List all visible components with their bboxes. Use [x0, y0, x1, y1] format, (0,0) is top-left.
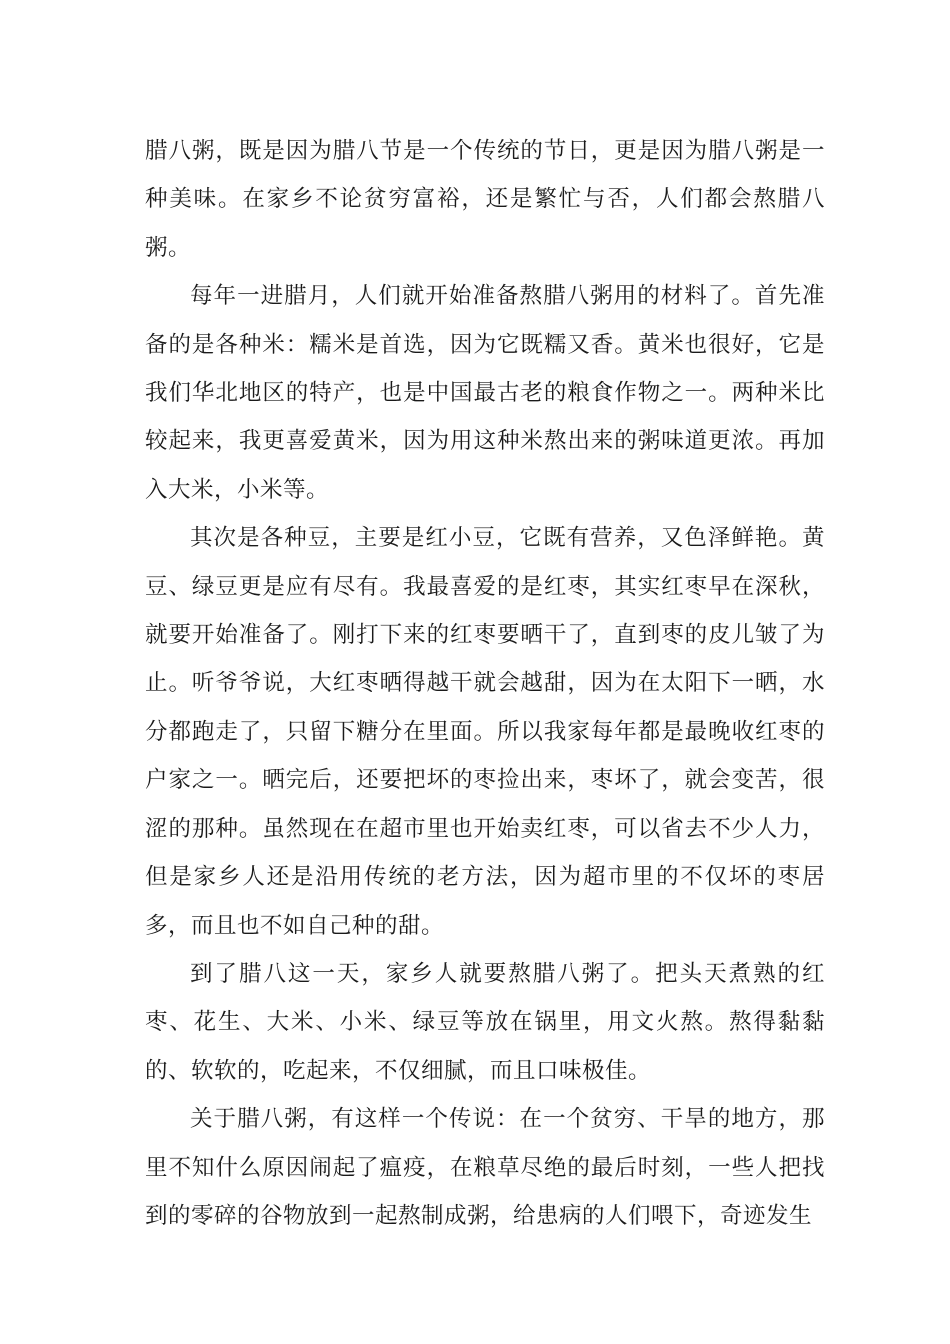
paragraph-4: 到了腊八这一天，家乡人就要熬腊八粥了。把头天煮熟的红枣、花生、大米、小米、绿豆等放在锅里，用文火熬。熬得黏黏的、软软的，吃起来，不仅细腻，而且口味极佳。 — [145, 960, 825, 1084]
paragraph-1: 腊八粥，既是因为腊八节是一个传统的节日，更是因为腊八粥是一种美味。在家乡不论贫穷富裕，还是繁忙与否，人们都会熬腊八粥。 — [145, 138, 825, 261]
paragraph-3: 其次是各种豆，主要是红小豆，它既有营养，又色泽鲜艳。黄豆、绿豆更是应有尽有。我最喜爱的是红枣，其实红枣早在深秋，就要开始准备了。刚打下来的红枣要晒干了，直到枣的皮儿皱了为止。听爷爷说，大红枣晒得越干就会越甜，因为在太阳下一晒，水分都跑走了，只留下糖分在里面。所以我家每年都是最晚收红枣的户家之一。晒完后，还要把坏的枣捡出来，枣坏了，就会变苦，很涩的那种。虽然现在在超市里也开始卖红枣，可以省去不少人力，但是家乡人还是沿用传统的老方法，因为超市里的不仅坏的枣居多，而且也不如自己种的甜。 — [145, 525, 825, 939]
paragraph-5: 关于腊八粥，有这样一个传说：在一个贫穷、干旱的地方，那里不知什么原因闹起了瘟疫，在粮草尽绝的最后时刻，一些人把找到的零碎的谷物放到一起熬制成粥，给患病的人们喂下，奇迹发生 — [145, 1106, 825, 1229]
document-body — [145, 127, 825, 1240]
paragraph-2: 每年一进腊月，人们就开始准备熬腊八粥用的材料了。首先准备的是各种米：糯米是首选，因为它既糯又香。黄米也很好，它是我们华北地区的特产，也是中国最古老的粮食作物之一。两种米比较起来，我更喜爱黄米，因为用这种米熬出来的粥味道更浓。再加入大米，小米等。 — [145, 283, 825, 503]
